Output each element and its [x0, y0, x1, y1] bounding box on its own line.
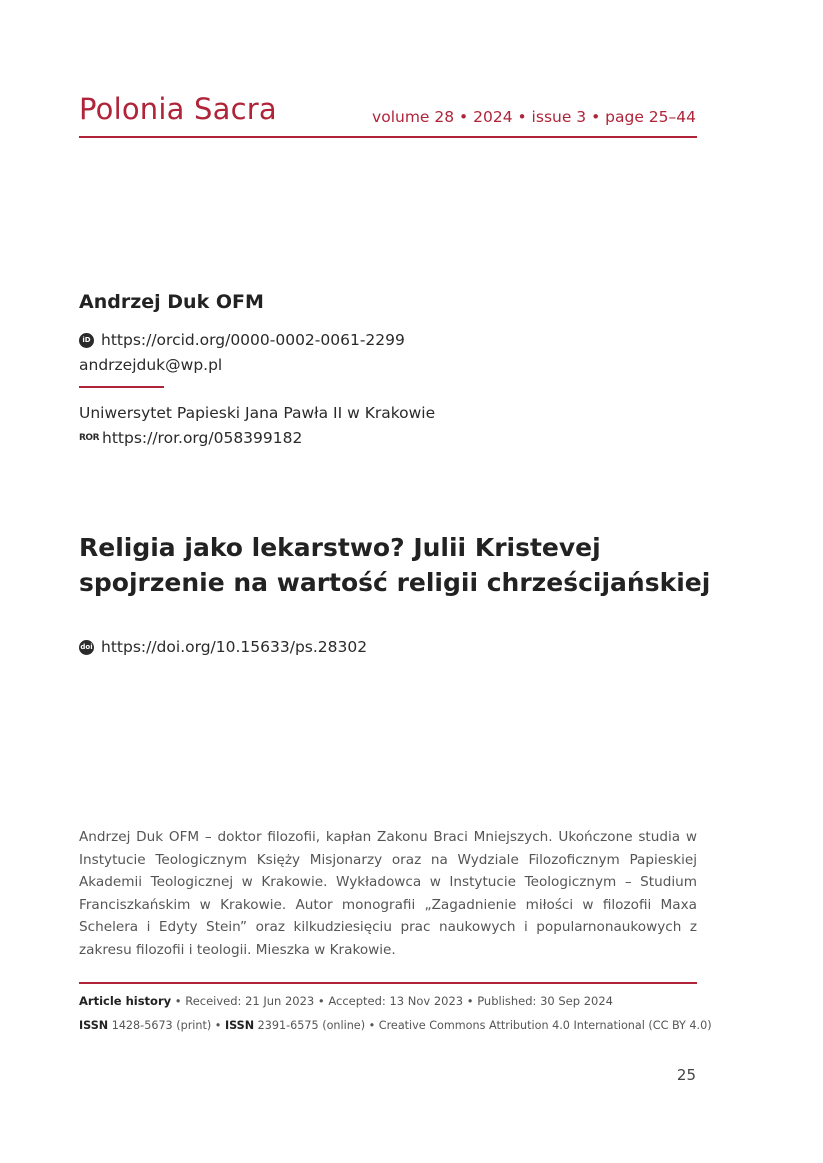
- journal-meta: volume 28 • 2024 • issue 3 • page 25–44: [372, 108, 696, 126]
- article-title-line2: spojrzenie na wartość religii chrześcijańskiej: [79, 568, 711, 597]
- article-title-line1: Religia jako lekarstwo? Julii Kristevej: [79, 533, 601, 562]
- author-divider: [79, 386, 164, 388]
- author-bio: Andrzej Duk OFM – doktor filozofii, kapłan Zakonu Braci Mniejszych. Ukończone studia w Instytucie Teologicznym Księży Misjonarzy oraz na Wydziale Filozoficznym Papieskiej Akademii Teologicznej w Krakowie. Wykładowca w Instytucie Teologicznym – Studium Franciszkańskim w Krakowie. Autor monografii „Zagadnienie miłości w filozofii Maxa Schelera i Edyty Stein” oraz kilkudziesięciu prac naukowych i popularnonaukowych z zakresu filozofii i teologii. Mieszka w Krakowie.: [79, 829, 697, 958]
- doi-link[interactable]: https://doi.org/10.15633/ps.28302: [101, 638, 368, 656]
- author-email[interactable]: andrzejduk@wp.pl: [79, 356, 223, 374]
- ror-link[interactable]: https://ror.org/058399182: [102, 429, 303, 447]
- doi-icon: doi: [79, 640, 94, 655]
- page-number: 25: [676, 1066, 696, 1084]
- issn-online: 2391-6575 (online) • Creative Commons Attribution 4.0 International (CC BY 4.0): [254, 1019, 712, 1032]
- orcid-line: [79, 331, 405, 349]
- author-name: Andrzej Duk OFM: [79, 291, 264, 313]
- doi-line: [79, 638, 367, 656]
- footer-divider: [79, 982, 697, 984]
- article-title: [79, 530, 719, 600]
- issn-print: 1428-5673 (print) •: [108, 1019, 225, 1032]
- journal-title: Polonia Sacra: [79, 92, 277, 126]
- history-text: • Received: 21 Jun 2023 • Accepted: 13 Nov 2023 • Published: 30 Sep 2024: [171, 994, 613, 1008]
- issn-line: [79, 1019, 712, 1032]
- header-divider: [79, 136, 697, 138]
- ror-line: [79, 429, 302, 447]
- history-label: Article history: [79, 994, 172, 1008]
- issn-label-print: ISSN: [79, 1019, 109, 1032]
- orcid-link[interactable]: https://orcid.org/0000-0002-0061-2299: [101, 331, 405, 349]
- affiliation: Uniwersytet Papieski Jana Pawła II w Krakowie: [79, 404, 436, 422]
- article-history: [79, 994, 613, 1008]
- orcid-icon: iD: [79, 333, 94, 348]
- issn-label-online: ISSN: [224, 1019, 255, 1032]
- ror-icon: ROR: [79, 433, 100, 443]
